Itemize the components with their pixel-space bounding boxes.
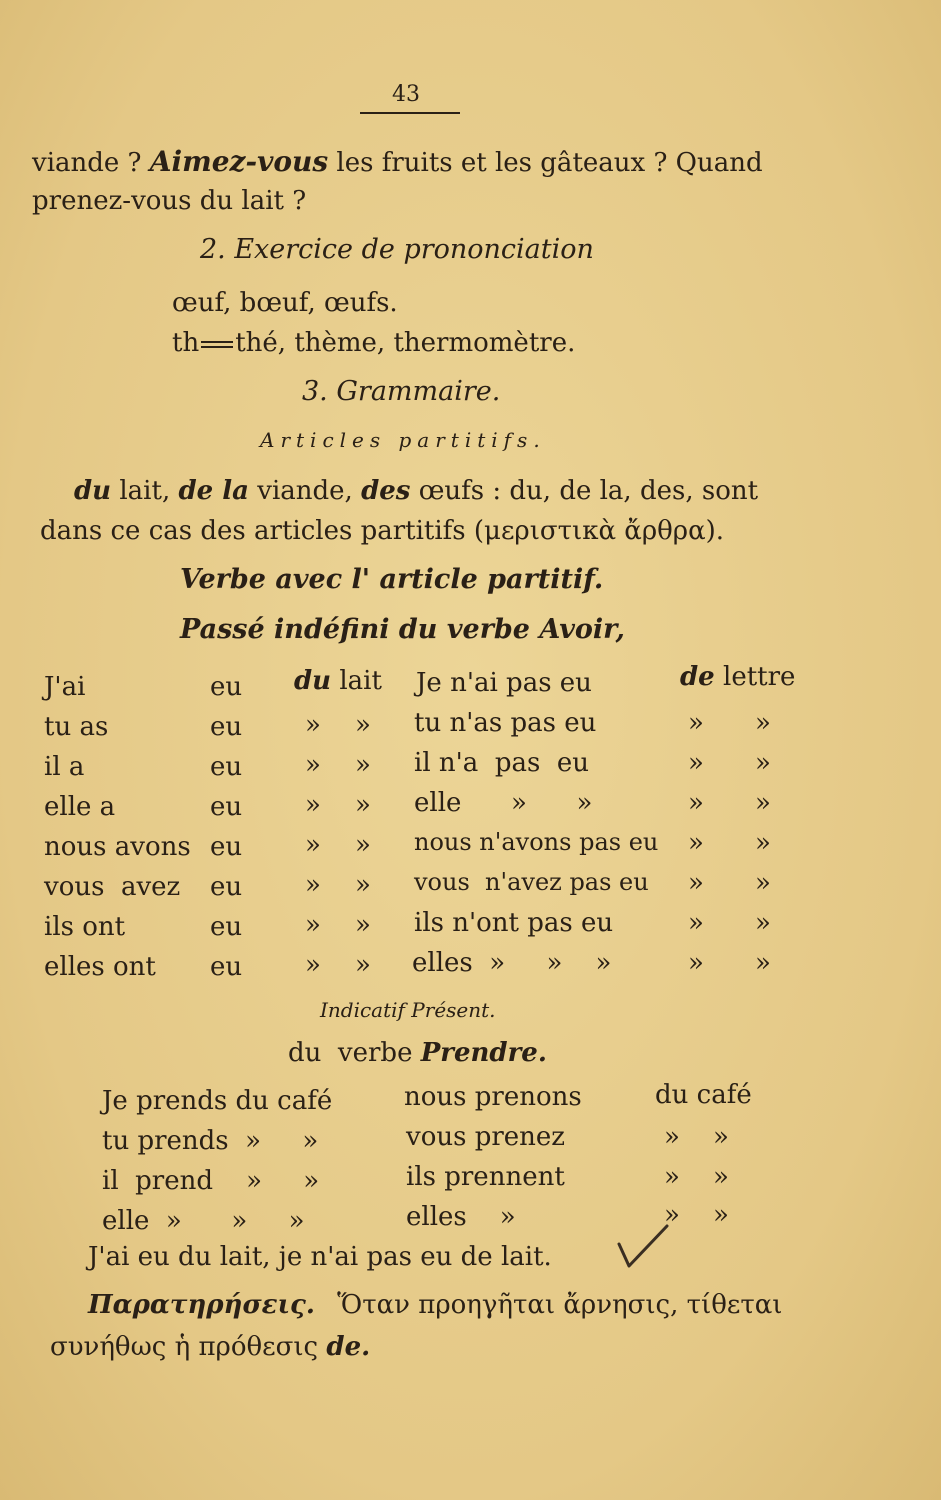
p1-rest: œufs : du, de la, des, sont	[418, 476, 759, 506]
avoir-eu: eu	[210, 952, 243, 982]
ditto-mark: »	[305, 870, 321, 900]
avoir-pron: J'ai	[44, 672, 86, 702]
p1-lait: lait,	[119, 476, 171, 506]
ditto-mark: »	[755, 788, 771, 818]
checkmark-icon	[615, 1222, 671, 1272]
header-de: de	[680, 662, 715, 692]
ditto-mark: »	[355, 790, 371, 820]
avoir-eu: eu	[210, 872, 243, 902]
prendre-singular: Je prends du café	[102, 1086, 333, 1116]
remark-text-1: Ὅταν προηγῆται ἄρνησις, τίθεται	[337, 1290, 783, 1320]
intro-line-2: prenez-vous du lait ?	[32, 186, 307, 216]
prendre-singular: il prend » »	[102, 1166, 320, 1196]
intro-text-c: les fruits et les gâteaux ? Quand	[336, 148, 763, 178]
ditto-mark: »	[305, 710, 321, 740]
avoir-pron: tu as	[44, 712, 109, 742]
ditto-mark: »	[688, 748, 704, 778]
ditto-mark: »	[755, 748, 771, 778]
ditto-mark: »	[688, 868, 704, 898]
avoir-neg: elle » »	[414, 788, 593, 818]
avoir-pron: elle a	[44, 792, 116, 822]
section-3-title: 3. Grammaire.	[302, 376, 501, 407]
ditto-mark: »	[688, 708, 704, 738]
du-emphasis: du	[74, 476, 112, 506]
ditto-mark: »	[688, 788, 704, 818]
ditto-mark: »	[688, 908, 704, 938]
prendre-object: » »	[664, 1122, 729, 1152]
verb-heading: Verbe avec l' article partitif.	[180, 564, 604, 595]
indicatif-title: Indicatif Présent.	[320, 998, 496, 1022]
ditto-mark: »	[688, 948, 704, 978]
des-emphasis: des	[361, 476, 411, 506]
th-label: th	[172, 328, 200, 358]
avoir-eu: eu	[210, 752, 243, 782]
page-number-rule	[360, 112, 460, 114]
pronunciation-line-2	[172, 328, 575, 358]
avoir-neg: vous n'avez pas eu	[414, 868, 649, 896]
prendre-singular: elle » » »	[102, 1206, 305, 1236]
ditto-mark: »	[755, 948, 771, 978]
avoir-pron: il a	[44, 752, 85, 782]
indicatif-subtitle	[288, 1038, 547, 1068]
ditto-mark: »	[755, 868, 771, 898]
example-sentence: J'ai eu du lait, je n'ai pas eu de lait.	[88, 1242, 552, 1272]
avoir-eu: eu	[210, 792, 243, 822]
partitive-paragraph-line-1	[74, 476, 758, 506]
remark-label: Παρατηρήσεις.	[88, 1290, 315, 1320]
de-la-emphasis: de la	[178, 476, 249, 506]
remark-line-2	[50, 1332, 370, 1362]
avoir-eu: eu	[210, 912, 243, 942]
ditto-mark: »	[688, 828, 704, 858]
ditto-mark: »	[755, 828, 771, 858]
prendre-plural: ils prennent	[406, 1162, 565, 1192]
ditto-mark: »	[755, 708, 771, 738]
page-number: 43	[392, 82, 420, 107]
ditto-mark: »	[355, 830, 371, 860]
remark-text-2: συνήθως ἡ πρόθεσις	[50, 1332, 319, 1362]
avoir-pron: vous avez	[44, 872, 181, 902]
intro-emphasis: Aimez-vous	[149, 145, 329, 178]
avoir-pron: nous avons	[44, 832, 191, 862]
avoir-neg: ils n'ont pas eu	[414, 908, 614, 938]
section-3-subtitle: Articles partitifs.	[260, 428, 546, 452]
avoir-pron: ils ont	[44, 912, 126, 942]
ditto-mark: »	[355, 910, 371, 940]
avoir-header-de	[680, 662, 795, 692]
section-2-title: 2. Exercice de prononciation	[200, 234, 594, 265]
header-lettre: lettre	[723, 662, 796, 692]
ditto-mark: »	[305, 750, 321, 780]
header-du: du	[294, 666, 332, 696]
prendre-object: » »	[664, 1200, 729, 1230]
avoir-eu: eu	[210, 672, 243, 702]
pronunciation-line-1: œuf, bœuf, œufs.	[172, 288, 398, 318]
partitive-paragraph-line-2: dans ce cas des articles partitifs (μεριστικὰ ἄρθρα).	[40, 516, 725, 546]
header-lait: lait	[339, 666, 382, 696]
avoir-eu: eu	[210, 712, 243, 742]
prendre-object: du café	[655, 1080, 752, 1110]
ditto-mark: »	[305, 950, 321, 980]
ditto-mark: »	[355, 750, 371, 780]
ditto-mark: »	[355, 870, 371, 900]
ditto-mark: »	[355, 710, 371, 740]
ditto-mark: »	[305, 790, 321, 820]
ditto-mark: »	[305, 830, 321, 860]
ditto-mark: »	[305, 910, 321, 940]
remark-line-1	[88, 1290, 782, 1320]
passe-heading: Passé indéfini du verbe Avoir,	[180, 614, 625, 645]
avoir-header-du	[294, 666, 382, 696]
prendre-singular: tu prends » »	[102, 1126, 319, 1156]
prendre-emphasis: Prendre.	[420, 1038, 547, 1068]
du-verbe: du verbe	[288, 1038, 413, 1068]
ditto-mark: »	[755, 908, 771, 938]
intro-text-a: viande ?	[32, 148, 142, 178]
p1-viande: viande,	[257, 476, 353, 506]
avoir-pron: elles ont	[44, 952, 156, 982]
equals-rule	[201, 341, 233, 348]
th-examples: thé, thème, thermomètre.	[235, 328, 576, 358]
ditto-mark: »	[355, 950, 371, 980]
prendre-plural: vous prenez	[406, 1122, 565, 1152]
remark-de-emphasis: de.	[326, 1332, 371, 1362]
avoir-neg: il n'a pas eu	[414, 748, 589, 778]
intro-line-1	[32, 145, 763, 178]
avoir-neg: tu n'as pas eu	[414, 708, 597, 738]
avoir-neg: elles » » »	[412, 948, 612, 978]
avoir-eu: eu	[210, 832, 243, 862]
avoir-header-neg: Je n'ai pas eu	[416, 668, 592, 698]
avoir-neg: nous n'avons pas eu	[414, 828, 659, 856]
prendre-plural: nous prenons	[404, 1082, 582, 1112]
prendre-plural: elles »	[406, 1202, 516, 1232]
prendre-object: » »	[664, 1162, 729, 1192]
